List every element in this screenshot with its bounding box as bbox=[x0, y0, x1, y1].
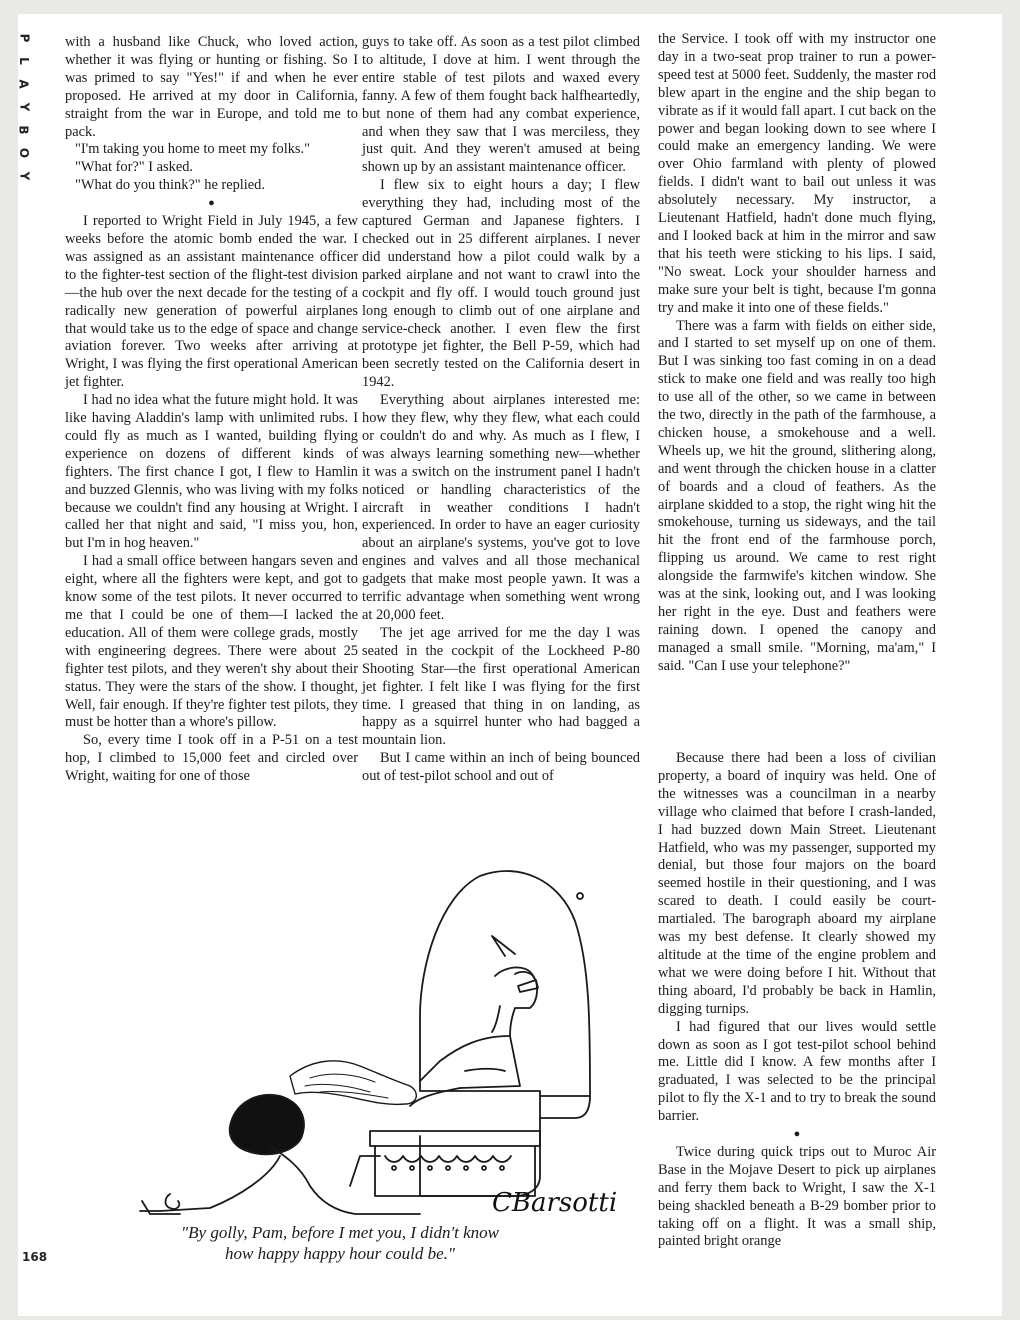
sidebar-letter: P bbox=[16, 33, 31, 43]
article-column-2 bbox=[362, 34, 640, 786]
woman-hair bbox=[290, 1061, 416, 1105]
paragraph: The jet age arrived for me the day I was seated in the cockpit of the Lockheed P-80 Shooting Star—the first operational American jet fighter. I felt like I was flying for the first time. I greased that thing in on landing, as happy as a squirrel hunter who had bagged a mountain lion. bbox=[362, 624, 640, 749]
page-number: 168 bbox=[22, 1250, 48, 1264]
section-separator-dot: ● bbox=[793, 1128, 801, 1141]
paragraph: "What for?" I asked. bbox=[75, 159, 194, 176]
article-column-3-top bbox=[658, 31, 936, 676]
cartoon-illustration bbox=[120, 856, 640, 1226]
cartoon-caption bbox=[140, 1222, 540, 1264]
article-column-3-bottom bbox=[658, 750, 936, 1251]
paragraph: But I came within an inch of being bounced out of test-pilot school and out of bbox=[362, 750, 640, 785]
sidebar-letter: O bbox=[16, 147, 31, 159]
paragraph: the Service. I took off with my instructor one day in a two-seat prop trainer to run a power-speed test at 5000 feet. Suddenly, the master rod blew apart in the engine and the ship began to vibrate as if it would fall apart. I cut back on the power and began looking down to see where I could make an emergency landing. We were over Ohio farmland with plenty of plowed fields. I didn't want to bail out unless it was absolutely necessary. My instructor, a Lieutenant Hatfield, hadn't done much flying, and I looked back at him in the mirror and saw that his teeth were sticking to his lips. I said, "No sweat. Lock your shoulder harness and make sure your belt is tight, because I'm gonna try and make it into one of these fields." bbox=[658, 31, 937, 316]
armchair bbox=[420, 871, 590, 1118]
paragraph: I had a small office between hangars seven and eight, where all the fighters were kept, and got to know some of the test pilots. It never occurred to me that I could be one of them—I lacked the education. All of them were college grads, mostly with engineering degrees. There were about 25 fighter test pilots, and they weren't shy about their status. They were the stars of the show. I thought, Well, fair enough. If they're fighter test pilots, they must be hotter than a whore's pillow. bbox=[65, 553, 358, 731]
paragraph: Twice during quick trips out to Muroc Air Base in the Mojave Desert to pick up airplanes and ferry them back to Wright, I saw the X-1 being shackled beneath a B-29 bomber prior to taking off on a flight. It was a small ship, painted bright orange bbox=[658, 1143, 936, 1250]
paragraph: So, every time I took off in a P-51 on a test hop, I climbed to 15,000 feet and circled over Wright, waiting for one of those bbox=[65, 732, 358, 785]
paragraph: There was a farm with fields on either side, and I started to set myself up on one of them. But I was sinking too fast coming in on a dead stick to make one field and was really too high to use all of the other, so we came in between the two, directly in the path of the farmhouse, a chicken house, a smokehouse and a well. Wheels up, we hit the ground, slithering along, and went through the chicken house in a clatter of boards and a cloud of feathers. As the airplane skidded to a stop, the right wing hit the smokehouse, turning us sideways, and the tail hit the front end of the farmhouse porch, flipping us around. We came to rest right alongside the farmwife's kitchen window. She was at the sink, looking out, and I was looking her right in the eye. Dust and feathers were raining down. I opened the canopy and managed a small smile. "Morning, ma'am," I said. "Can I use your telephone?" bbox=[658, 317, 936, 674]
sidebar-letter: A bbox=[16, 79, 31, 89]
sidebar-letter: L bbox=[17, 57, 31, 65]
sidebar-letter: B bbox=[17, 125, 31, 135]
paragraph: guys to take off. As soon as a test pilot climbed to altitude, I dove at him. I went through the entire stable of test pilots and waxed every fanny. A few of them fought back halfheartedly, but none of them had any combat experience, and when they saw that I was merciless, they just quit. And they weren't amused at being shown up by an assistant maintenance officer. bbox=[362, 34, 640, 176]
paragraph: I flew six to eight hours a day; I flew everything they had, including most of the captured German and Japanese fighters. I checked out in 25 different airplanes. I never did understand how a pilot could walk by a parked airplane and not want to crawl into the cockpit and fly off. I would touch ground just long enough to climb out of one airplane and service-check another. I even flew the first prototype jet fighter, the Bell P-59, which had been secretly tested on the California desert in 1942. bbox=[362, 177, 640, 391]
caption-line: how happy happy hour could be." bbox=[225, 1244, 455, 1263]
woman-head bbox=[230, 1095, 304, 1155]
magazine-sidebar bbox=[14, 32, 34, 182]
paragraph: I had figured that our lives would settle down as soon as I got test-pilot school behind me. Little did I know. A few months after I graduated, I was selected to be the principal pilot to fly the X-1 and to try to break the sound barrier. bbox=[658, 1018, 936, 1125]
paragraph: Because there had been a loss of civilian property, a board of inquiry was held. One of the witnesses was a councilman in a nearby village who claimed that before I crash-landed, I had buzzed down Main Street. Lieutenant Hatfield, who was my passenger, supported my denial, but those four majors on the board seemed hostile in their questioning, and I was scared to death. I could easily be court-martialed. The barograph aboard my airplane was my best defense. It clearly showed my altitude at the time of the engine problem and what we were doing before I hit. Without that thing aboard, I'd probably be back in Hamlin, digging turnips. bbox=[658, 750, 936, 1017]
section-separator-dot: ● bbox=[208, 197, 215, 210]
caption-line: "By golly, Pam, before I met you, I didn't know bbox=[181, 1223, 499, 1242]
paragraph: Everything about airplanes interested me: how they flew, why they flew, what each could or couldn't do and why. As much as I flew, I was always learning something new—whether it was a switch on the instrument panel I hadn't noticed or handling characteristics of the aircraft in weather conditions I hadn't experienced. In order to have an eager curiosity about an airplane's systems, you've got to love engines and valves and all those mechanical gadgets that make most people yawn. It was a terrific advantage when something went wrong at 20,000 feet. bbox=[362, 392, 640, 623]
man-figure bbox=[495, 967, 537, 1036]
sidebar-letter: Y bbox=[16, 102, 31, 112]
sidebar-letter: Y bbox=[16, 171, 31, 181]
paragraph: I had no idea what the future might hold. It was like having Aladdin's lamp with unlimited rubs. I could fly as much as I wanted, building flying experience on dozens of different kinds of fighters. The first chance I got, I flew to Hamlin and buzzed Glennis, who was living with my folks because we couldn't find any housing at Wright. I called her that night and said, "I miss you, hon, but I'm in hog heaven." bbox=[65, 392, 358, 552]
paragraph: "I'm taking you home to meet my folks." bbox=[75, 141, 310, 158]
article-column-1 bbox=[65, 34, 358, 786]
paragraph: "What do you think?" he replied. bbox=[75, 177, 265, 194]
paragraph: I reported to Wright Field in July 1945, a few weeks before the atomic bomb ended the war. I was assigned as an assistant maintenance officer to the fighter-test section of the flight-test division—the hub over the next decade for the testing of a radically new generation of powerful airplanes that would take us to the edge of space and change aviation forever. Two weeks after arriving at Wright, I was flying the first operational American jet fighter. bbox=[65, 213, 358, 391]
paragraph: with a husband like Chuck, who loved action, whether it was flying or hunting or fishing. So I was primed to say "Yes!" if and when he ever proposed. He arrived at my door in California, straight from the war in Europe, and told me to pack. bbox=[65, 34, 358, 140]
cartoon-signature: CBarsotti bbox=[492, 1188, 618, 1218]
